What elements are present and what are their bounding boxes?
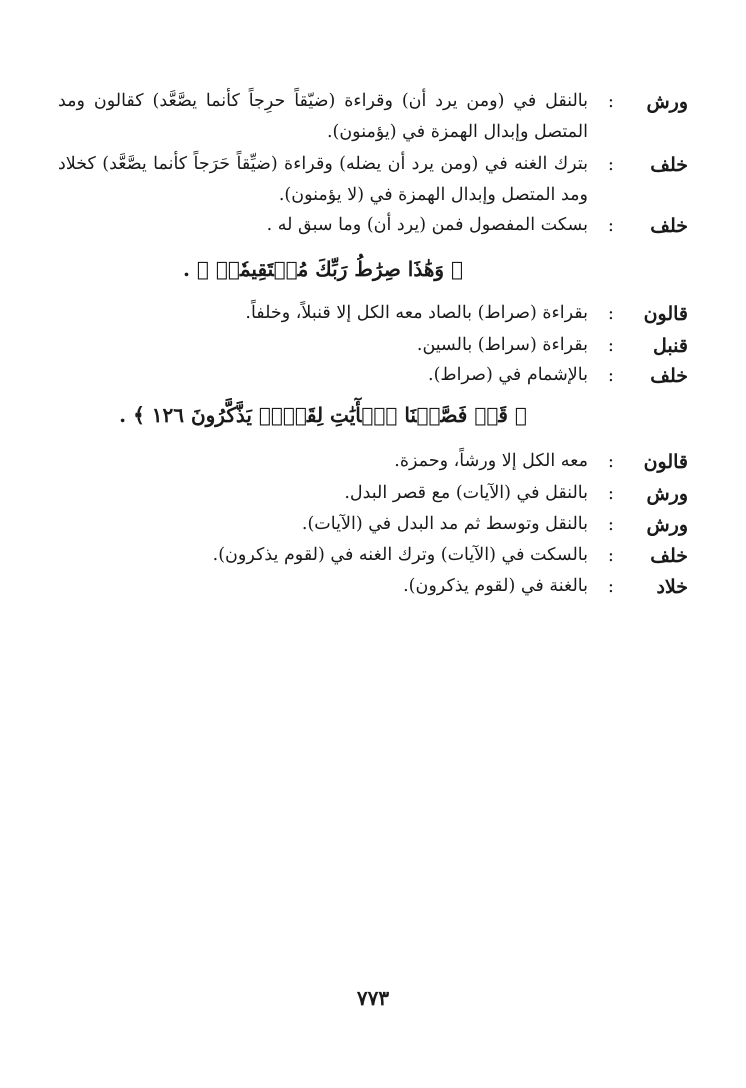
entry-warsh-1 xyxy=(58,86,688,148)
reader-name: ورش xyxy=(646,514,688,536)
separator-colon: : xyxy=(607,451,614,472)
entry-text: معه الكل إلا ورشاً، وحمزة. xyxy=(394,451,588,471)
entry-text: بالإشمام في (صراط). xyxy=(428,365,588,385)
entry-text: بالغنة في (لقوم يذكرون). xyxy=(403,576,588,596)
entry-text: بقراءة (سراط) بالسين. xyxy=(416,335,588,355)
separator-colon: : xyxy=(607,215,614,236)
entry-khalaf-3 xyxy=(58,360,688,391)
entry-khalaf-1 xyxy=(58,149,688,211)
reader-name: قالون xyxy=(643,451,688,473)
entry-khalaf-2 xyxy=(58,210,688,241)
entry-khallad xyxy=(58,571,688,602)
reader-name: خلف xyxy=(650,545,688,567)
page-number: ٧٧٣ xyxy=(356,986,390,1010)
quran-verse xyxy=(0,252,746,286)
entry-text: بالنقل في (الآيات) مع قصر البدل. xyxy=(344,483,588,503)
separator-colon: : xyxy=(607,365,614,386)
reader-name: ورش xyxy=(646,91,688,113)
entry-qunbul xyxy=(58,330,688,361)
verse-text: ﴿ وَهَٰذَا صِرَٰطُ رَبِّكَ مُسۡتَقِيمٗاۗ ﴾ . xyxy=(182,257,464,281)
entry-khalaf-4 xyxy=(58,540,688,571)
entry-warsh-3 xyxy=(58,509,688,540)
separator-colon: : xyxy=(607,91,614,112)
reader-name: خلف xyxy=(650,154,688,176)
reader-name: خلف xyxy=(650,215,688,237)
entry-text: بسكت المفصول فمن (يرد أن) وما سبق له . xyxy=(266,215,588,235)
separator-colon: : xyxy=(607,545,614,566)
reader-name: خلف xyxy=(650,365,688,387)
separator-colon: : xyxy=(607,483,614,504)
separator-colon: : xyxy=(607,303,614,324)
separator-colon: : xyxy=(607,514,614,535)
entry-text: بترك الغنه في (ومن يرد أن يضله) وقراءة (ضيِّقاً حَرَجاً كأنما يصَّعَّد) كخلاد ومد المتصل وإبدال الهمزة في (لا يؤمنون). xyxy=(58,154,588,205)
entry-text: بقراءة (صراط) بالصاد معه الكل إلا قنبلاً، وخلفاً. xyxy=(245,303,588,323)
separator-colon: : xyxy=(607,576,614,597)
separator-colon: : xyxy=(607,335,614,356)
entry-text: بالسكت في (الآيات) وترك الغنه في (لقوم يذكرون). xyxy=(212,545,588,565)
entry-qalun-1 xyxy=(58,298,688,329)
quran-verse xyxy=(0,398,746,432)
reader-name: قنبل xyxy=(653,335,688,357)
entry-warsh-2 xyxy=(58,478,688,509)
entry-text: بالنقل وتوسط ثم مد البدل في (الآيات). xyxy=(301,514,588,534)
entry-text: بالنقل في (ومن يرد أن) وقراءة (ضيّقاً حرِجاً كأنما يصَّعَّد) كقالون ومد المتصل وإبدال الهمزة في (يؤمنون). xyxy=(58,91,588,142)
entry-qalun-2 xyxy=(58,446,688,477)
verse-text: ﴿ قَدۡ فَصَّلۡنَا ٱلۡأٓيَٰتِ لِقَوۡمٖ يَذَّكَّرُونَ ١٢٦ ﴾ . xyxy=(119,403,527,427)
separator-colon: : xyxy=(607,154,614,175)
reader-name: قالون xyxy=(643,303,688,325)
reader-name: ورش xyxy=(646,483,688,505)
reader-name: خلاد xyxy=(656,576,688,598)
